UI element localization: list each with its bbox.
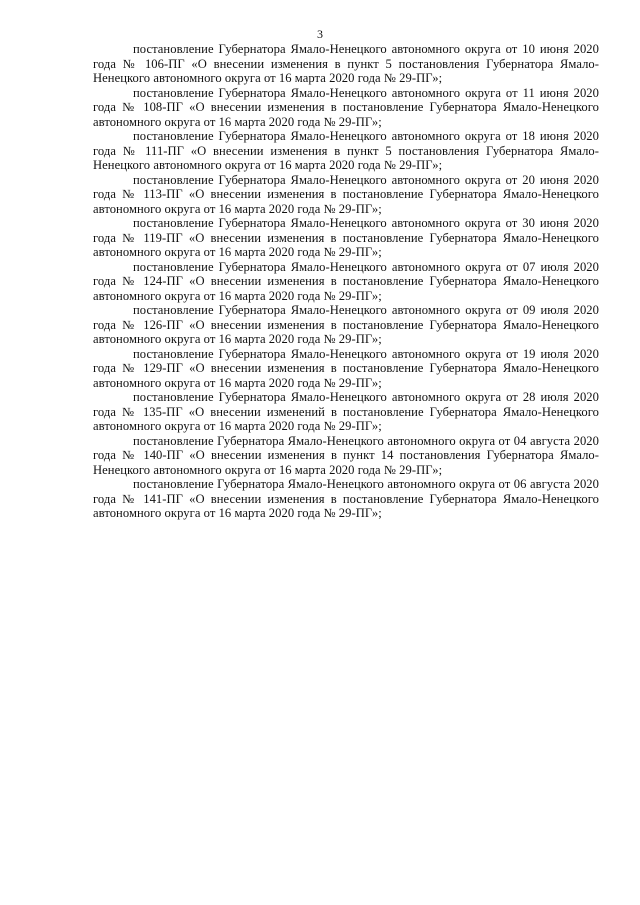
document-body [93, 42, 599, 521]
page-number: 3 [317, 27, 323, 41]
paragraph-decree-111: постановление Губернатора Ямало-Ненецкого автономного округа от 18 июня 2020 года № 111-ПГ «О внесении изменения в пункт 5 постановления Губернатора Ямало-Ненецкого автономного округа от 16 марта 2020 года № 29-ПГ»; [93, 129, 599, 172]
paragraph-decree-140: постановление Губернатора Ямало-Ненецкого автономного округа от 04 августа 2020 года № 140-ПГ «О внесении изменения в пункт 14 постановления Губернатора Ямало-Ненецкого автономного округа от 16 марта 2020 года № 29-ПГ»; [93, 433, 599, 477]
paragraph-decree-106: постановление Губернатора Ямало-Ненецкого автономного округа от 10 июня 2020 года № 106-ПГ «О внесении изменения в пункт 5 постановления Губернатора Ямало-Ненецкого автономного округа от 16 марта 2020 года № 29-ПГ»; [93, 42, 599, 85]
paragraph-decree-108: постановление Губернатора Ямало-Ненецкого автономного округа от 11 июня 2020 года № 108-ПГ «О внесении изменения в постановление Губернатора Ямало-Ненецкого автономного округа от 16 марта 2020 года № 29-ПГ»; [93, 85, 599, 129]
paragraph-decree-113: постановление Губернатора Ямало-Ненецкого автономного округа от 20 июня 2020 года № 113-ПГ «О внесении изменения в постановление Губернатора Ямало-Ненецкого автономного округа от 16 марта 2020 года № 29-ПГ»; [93, 172, 599, 216]
paragraph-decree-129: постановление Губернатора Ямало-Ненецкого автономного округа от 19 июля 2020 года № 129-ПГ «О внесении изменения в постановление Губернатора Ямало-Ненецкого автономного округа от 16 марта 2020 года № 29-ПГ»; [93, 346, 599, 390]
paragraph-decree-141: постановление Губернатора Ямало-Ненецкого автономного округа от 06 августа 2020 года № 141-ПГ «О внесении изменения в постановление Губернатора Ямало-Ненецкого автономного округа от 16 марта 2020 года № 29-ПГ»; [93, 477, 599, 520]
paragraph-decree-126: постановление Губернатора Ямало-Ненецкого автономного округа от 09 июля 2020 года № 126-ПГ «О внесении изменения в постановление Губернатора Ямало-Ненецкого автономного округа от 16 марта 2020 года № 29-ПГ»; [93, 303, 599, 346]
paragraph-decree-119: постановление Губернатора Ямало-Ненецкого автономного округа от 30 июня 2020 года № 119-ПГ «О внесении изменения в постановление Губернатора Ямало-Ненецкого автономного округа от 16 марта 2020 года № 29-ПГ»; [93, 216, 599, 259]
paragraph-decree-135: постановление Губернатора Ямало-Ненецкого автономного округа от 28 июля 2020 года № 135-ПГ «О внесении изменений в постановление Губернатора Ямало-Ненецкого автономного округа от 16 марта 2020 года № 29-ПГ»; [93, 390, 599, 433]
paragraph-decree-124: постановление Губернатора Ямало-Ненецкого автономного округа от 07 июля 2020 года № 124-ПГ «О внесении изменения в постановление Губернатора Ямало-Ненецкого автономного округа от 16 марта 2020 года № 29-ПГ»; [93, 259, 599, 303]
